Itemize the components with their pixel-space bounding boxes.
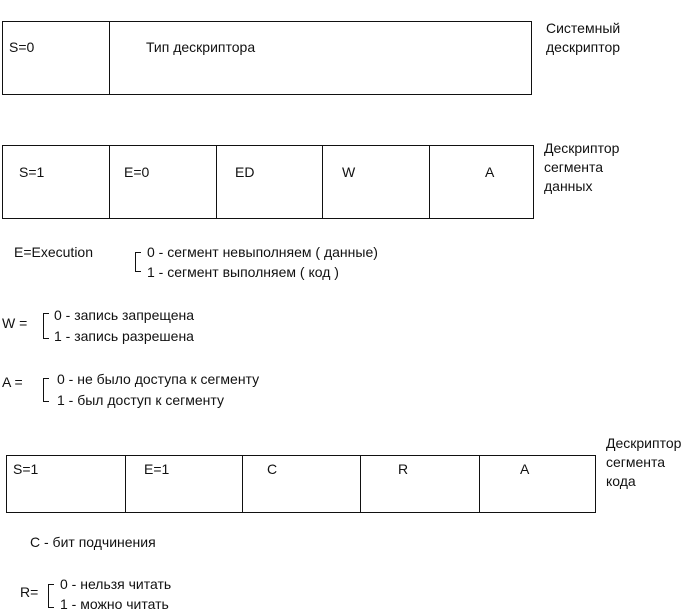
descriptor-cell-e	[109, 146, 216, 218]
legend-e-brace	[135, 252, 141, 272]
cell-label: E=1	[144, 461, 170, 477]
legend-a-brace	[43, 378, 49, 402]
label-line: Дескриптор	[606, 435, 682, 451]
legend-a-option-1: 1 - был доступ к сегменту	[57, 392, 224, 408]
legend-c-text: C - бит подчинения	[30, 534, 156, 550]
cell-label: S=1	[13, 461, 39, 477]
descriptor-cell-e	[125, 456, 242, 512]
cell-label: E=0	[124, 164, 150, 180]
legend-r-option-1: 1 - можно читать	[60, 596, 169, 612]
descriptor-cell-a	[429, 146, 533, 218]
label-line: данных	[544, 178, 593, 194]
data-segment-descriptor-label	[544, 139, 619, 196]
code-segment-descriptor-box	[6, 455, 596, 513]
cell-label: A	[485, 164, 495, 180]
cell-label: S=0	[9, 39, 35, 55]
legend-w-option-1: 1 - запись разрешена	[54, 328, 194, 344]
cell-label: Тип дескриптора	[146, 39, 256, 55]
label-line: Системный	[546, 20, 621, 36]
descriptor-cell-w	[322, 146, 429, 218]
legend-a-name: A =	[2, 374, 23, 390]
cell-label: R	[398, 461, 409, 477]
legend-r-name: R=	[20, 584, 39, 600]
label-line: сегмента	[606, 454, 666, 470]
legend-e-option-0: 0 - сегмент невыполняем ( данные)	[147, 244, 378, 260]
legend-a-option-0: 0 - не было доступа к сегменту	[57, 371, 260, 387]
legend-e-name: E=Execution	[14, 244, 93, 260]
cell-label: ED	[235, 164, 255, 180]
legend-r-option-0: 0 - нельзя читать	[60, 576, 172, 592]
descriptor-cell-s	[3, 22, 109, 94]
legend-w-brace	[43, 313, 49, 339]
cell-label: A	[520, 461, 530, 477]
legend-w-name: W =	[2, 315, 28, 331]
legend-w-option-0: 0 - запись запрещена	[54, 307, 195, 323]
system-descriptor-box	[2, 21, 532, 95]
label-line: сегмента	[544, 159, 604, 175]
cell-label: C	[267, 461, 278, 477]
descriptor-cell-r	[360, 456, 479, 512]
label-line: кода	[606, 473, 636, 489]
cell-label: W	[342, 164, 356, 180]
code-segment-descriptor-label	[606, 434, 681, 491]
system-descriptor-label	[546, 19, 620, 57]
data-segment-descriptor-box	[2, 145, 534, 219]
descriptor-cell-c	[242, 456, 360, 512]
legend-e-option-1: 1 - сегмент выполняем ( код )	[147, 264, 339, 280]
descriptor-cell-ed	[216, 146, 322, 218]
label-line: Дескриптор	[544, 140, 620, 156]
descriptor-cell-s	[3, 146, 109, 218]
label-line: дескриптор	[546, 39, 621, 55]
descriptor-cell-a	[479, 456, 595, 512]
legend-r-brace	[48, 584, 54, 608]
cell-label: S=1	[19, 164, 45, 180]
descriptor-cell-type	[109, 22, 531, 94]
descriptor-cell-s	[7, 456, 125, 512]
